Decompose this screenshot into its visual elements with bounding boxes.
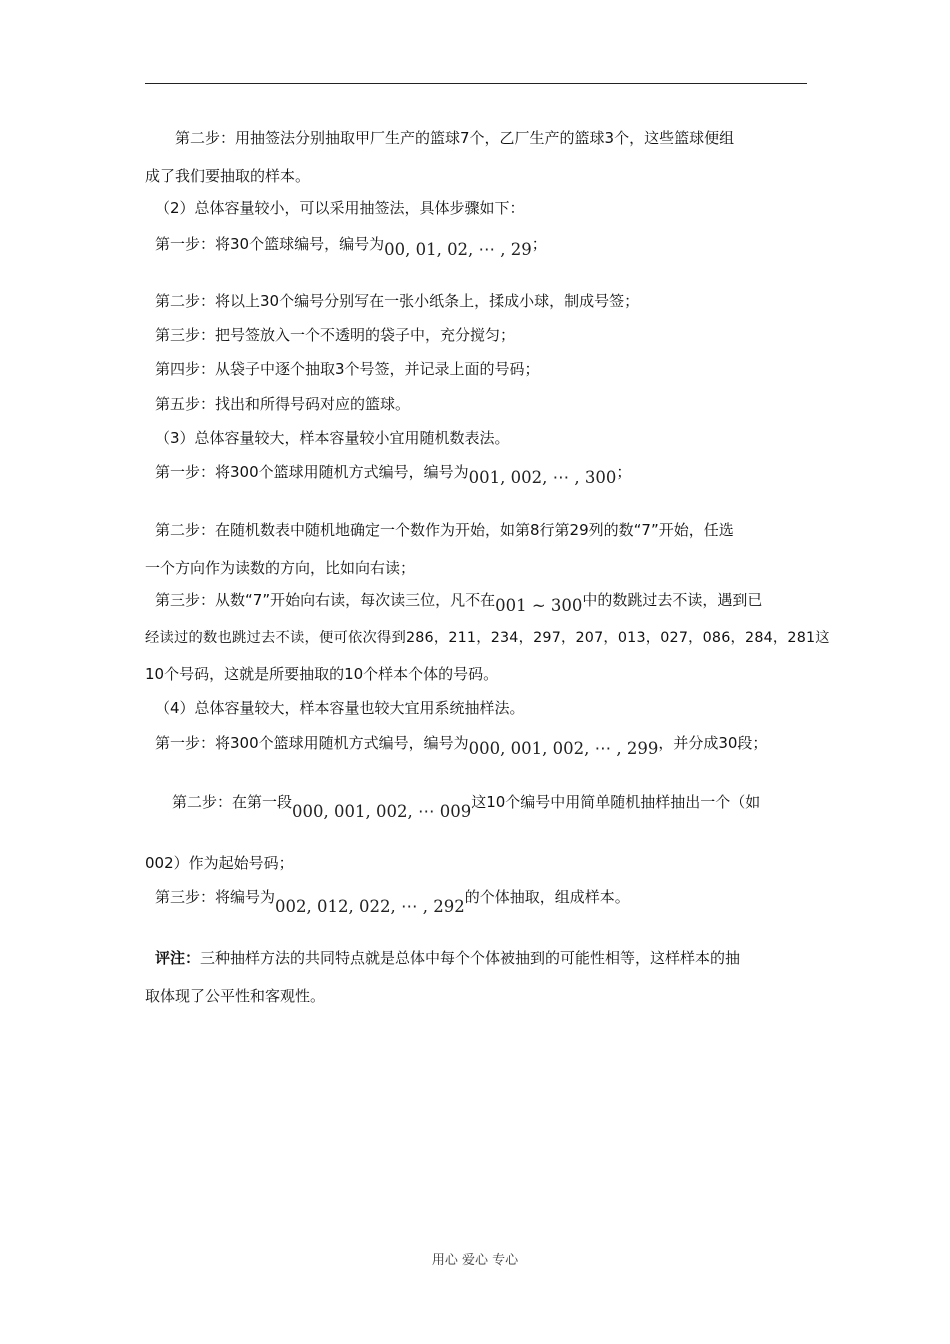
paragraph-line — [155, 733, 768, 758]
math-expression: 001 ~ 300 — [495, 596, 583, 615]
paragraph-line — [172, 792, 761, 821]
paragraph-line: 第二步：将以上30个编号分别写在一张小纸条上，揉成小球，制成号签； — [155, 292, 640, 310]
paragraph-line: 第三步：把号签放入一个不透明的袋子中，充分搅匀； — [155, 326, 516, 344]
step-text: 第一步：将30个篮球编号，编号为 — [155, 235, 385, 253]
step-text: 第一步：将300个篮球用随机方式编号，编号为 — [155, 463, 469, 481]
step-text: 中的数跳过去不读，遇到已 — [582, 591, 763, 609]
paragraph-line: 经读过的数也跳过去不读，便可依次得到286，211，234，297，207，013，027，086，284，281这 — [145, 630, 830, 646]
math-expression: 00, 01, 02, ⋯ , 29 — [384, 240, 532, 259]
remark-text: 三种抽样方法的共同特点就是总体中每个个体被抽到的可能性相等，这样样本的抽 — [200, 949, 741, 967]
paragraph-line — [155, 887, 630, 916]
section-heading: （3）总体容量较大，样本容量较小宜用随机数表法。 — [155, 429, 510, 447]
paragraph-line: 第四步：从袋子中逐个抽取3个号签，并记录上面的号码； — [155, 360, 540, 378]
section-heading: （4）总体容量较大，样本容量也较大宜用系统抽样法。 — [155, 699, 525, 717]
punctuation: ； — [531, 235, 547, 253]
paragraph-line — [155, 234, 547, 259]
step-text: 这10个编号中用简单随机抽样抽出一个（如 — [471, 793, 761, 811]
paragraph-line: 第二步：用抽签法分别抽取甲厂生产的篮球7个，乙厂生产的篮球3个，这些篮球便组 — [175, 129, 735, 147]
paragraph-line — [155, 590, 763, 615]
paragraph-line: 第五步：找出和所得号码对应的篮球。 — [155, 395, 411, 413]
section-heading: （2）总体容量较小，可以采用抽签法，具体步骤如下： — [155, 199, 525, 217]
math-expression: 000, 001, 002, ⋯ 009 — [292, 802, 472, 821]
step-text: 第三步：从数“7”开始向右读，每次读三位，凡不在 — [155, 591, 496, 609]
step-text: 第三步：将编号为 — [155, 888, 276, 906]
page-footer: 用心 爱心 专心 — [431, 1253, 519, 1268]
paragraph-line: 取体现了公平性和客观性。 — [145, 987, 326, 1005]
paragraph-line: 002）作为起始号码； — [145, 854, 294, 872]
math-expression: 002, 012, 022, ⋯ , 292 — [275, 897, 465, 916]
step-text: ，并分成30段； — [658, 734, 768, 752]
punctuation: ； — [616, 463, 632, 481]
paragraph-line: 成了我们要抽取的样本。 — [145, 167, 311, 185]
paragraph-line — [155, 462, 632, 487]
math-expression: 001, 002, ⋯ , 300 — [468, 468, 617, 487]
paragraph-line — [155, 948, 740, 968]
step-text: 的个体抽取，组成样本。 — [464, 888, 630, 906]
step-text: 第一步：将300个篮球用随机方式编号，编号为 — [155, 734, 469, 752]
paragraph-line: 10个号码，这就是所要抽取的10个样本个体的号码。 — [145, 665, 499, 683]
header-rule — [145, 83, 807, 84]
paragraph-line: 一个方向作为读数的方向，比如向右读； — [145, 559, 416, 577]
math-expression: 000, 001, 002, ⋯ , 299 — [468, 739, 659, 758]
paragraph-line: 第二步：在随机数表中随机地确定一个数作为开始，如第8行第29列的数“7”开始，任选 — [155, 521, 734, 539]
remark-label: 评注： — [155, 949, 201, 967]
step-text: 第二步：在第一段 — [172, 793, 293, 811]
